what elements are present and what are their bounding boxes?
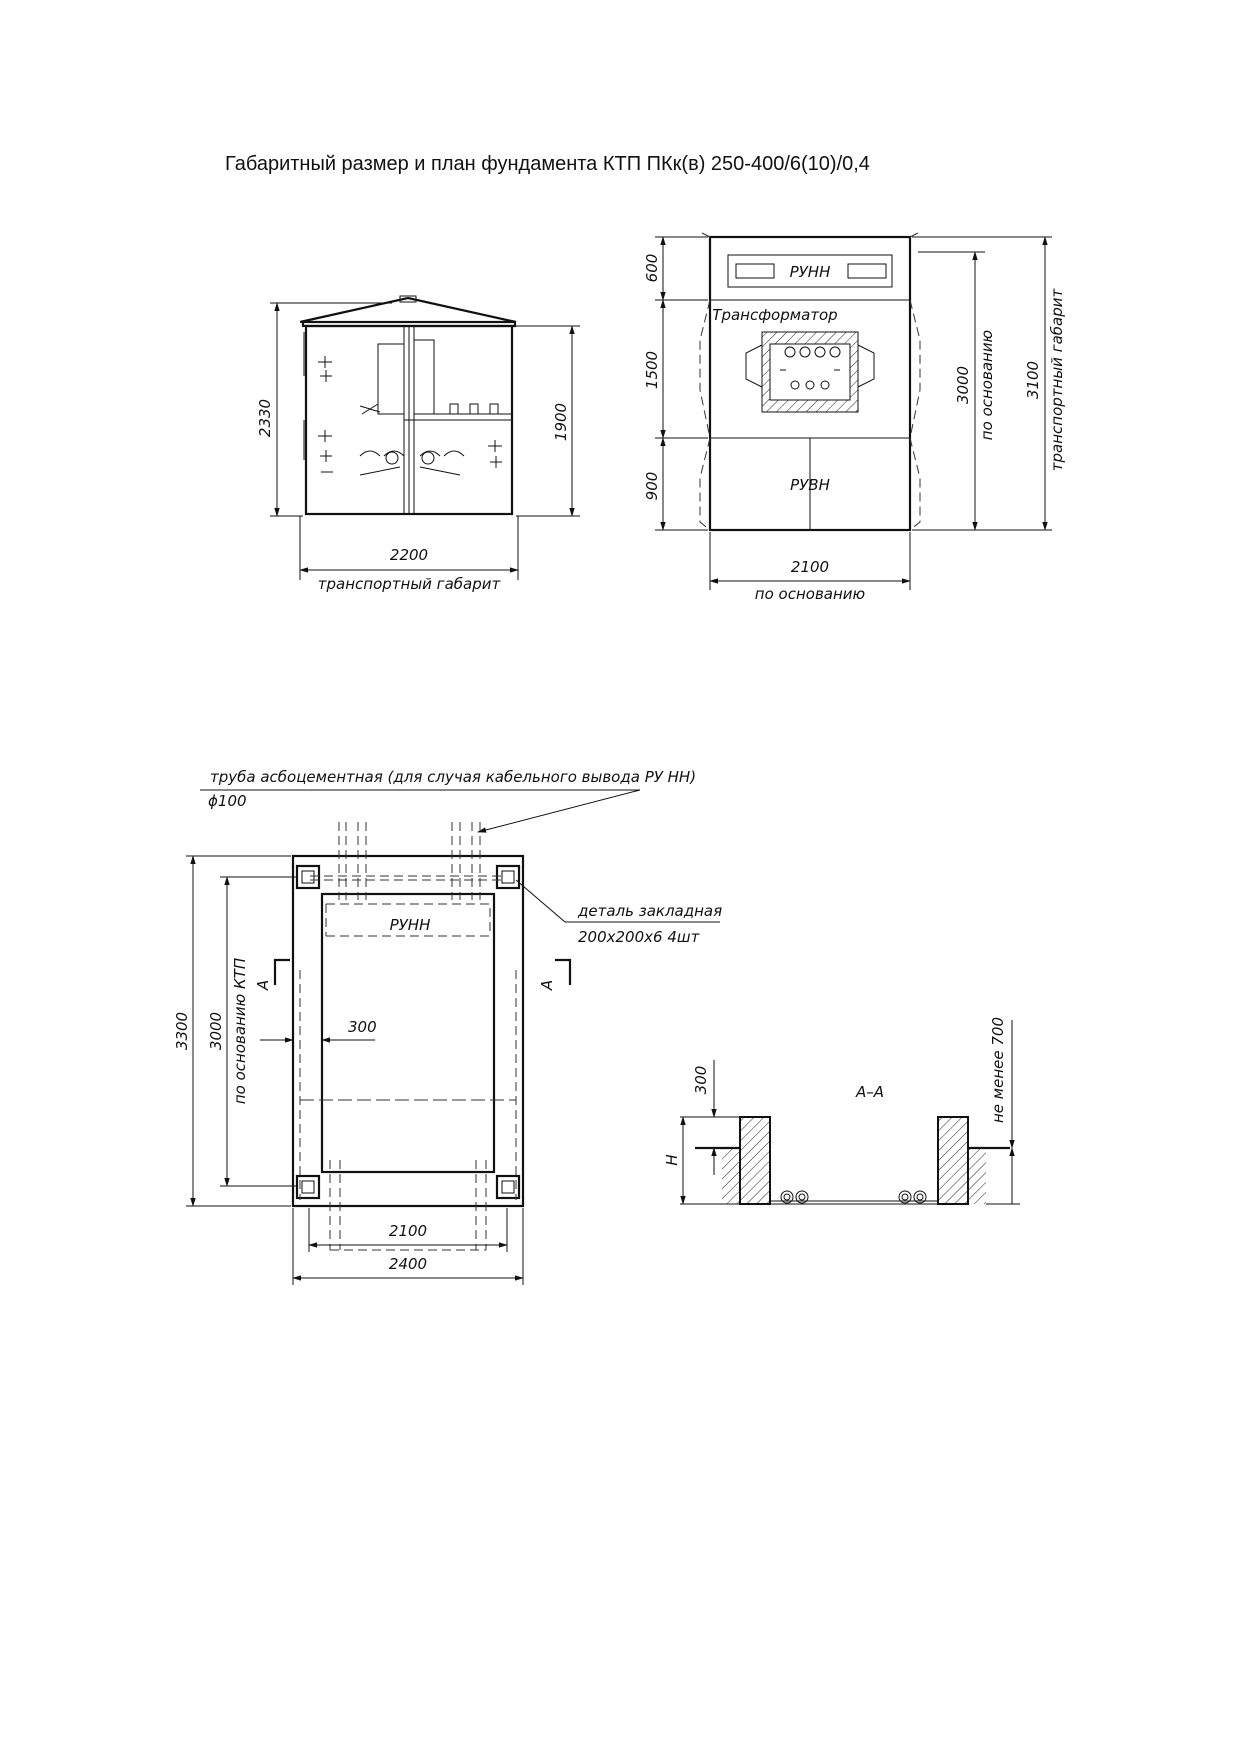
foundation-outer xyxy=(293,856,523,1206)
plan-dim-2400: 2400 xyxy=(388,1255,428,1273)
section-mark-left: А xyxy=(254,979,272,991)
side-dim-3100: 3100 xyxy=(1024,360,1042,400)
plan-dim-3300: 3300 xyxy=(173,1011,191,1051)
front-dim-width-caption: транспортный габарит xyxy=(317,575,501,593)
embedded-part-spec: 200x200x6 4шт xyxy=(578,928,700,946)
section-mark-right: А xyxy=(538,979,556,991)
side-dim-900: 900 xyxy=(643,471,661,501)
side-dim-600: 600 xyxy=(643,253,661,283)
plan-label-runn: РУНН xyxy=(389,916,431,934)
section-dim-min: не менее 700 xyxy=(989,1016,1007,1124)
embedded-part-label: деталь закладная xyxy=(578,902,723,920)
hidden-lines xyxy=(300,822,516,1250)
label-transformer: Трансформатор xyxy=(712,306,838,324)
foundation-plan xyxy=(173,768,722,1285)
section-wall-left xyxy=(740,1117,770,1204)
pipe-diameter: ϕ100 xyxy=(208,792,247,810)
plan-dim-3000: 3000 xyxy=(207,1011,225,1051)
side-dim-3000-caption: по основанию xyxy=(978,329,996,441)
transformer-drawing xyxy=(746,332,874,412)
pipe-note: труба асбоцементная (для случая кабельного вывода РУ НН) xyxy=(210,768,697,786)
front-dim-height-body: 1900 xyxy=(552,402,570,442)
section-dim-h: H xyxy=(663,1154,681,1166)
plan-dim-3000-caption: по основанию КТП xyxy=(231,957,249,1105)
label-ruvn: РУВН xyxy=(790,476,830,494)
plan-dim-2100: 2100 xyxy=(388,1222,428,1240)
front-dim-width: 2200 xyxy=(389,546,429,564)
plan-dim-300: 300 xyxy=(348,1018,377,1036)
front-dim-height-total: 2330 xyxy=(256,398,274,438)
section-dim-300: 300 xyxy=(692,1065,710,1095)
label-runn: РУНН xyxy=(789,263,831,281)
front-view xyxy=(256,296,580,593)
side-dim-1500: 1500 xyxy=(643,350,661,390)
side-dim-3100-caption: транспортный габарит xyxy=(1048,288,1066,472)
side-dim-3000: 3000 xyxy=(954,365,972,405)
section-title: А–А xyxy=(855,1083,885,1101)
side-view xyxy=(643,233,1066,603)
section-a-a xyxy=(663,1017,1020,1204)
side-dim-width-caption: по основанию xyxy=(754,585,866,603)
page-title: Габаритный размер и план фундамента КТП ПКк(в) 250-400/6(10)/0,4 xyxy=(225,153,870,175)
section-wall-right xyxy=(938,1117,968,1204)
side-dim-width: 2100 xyxy=(790,558,830,576)
